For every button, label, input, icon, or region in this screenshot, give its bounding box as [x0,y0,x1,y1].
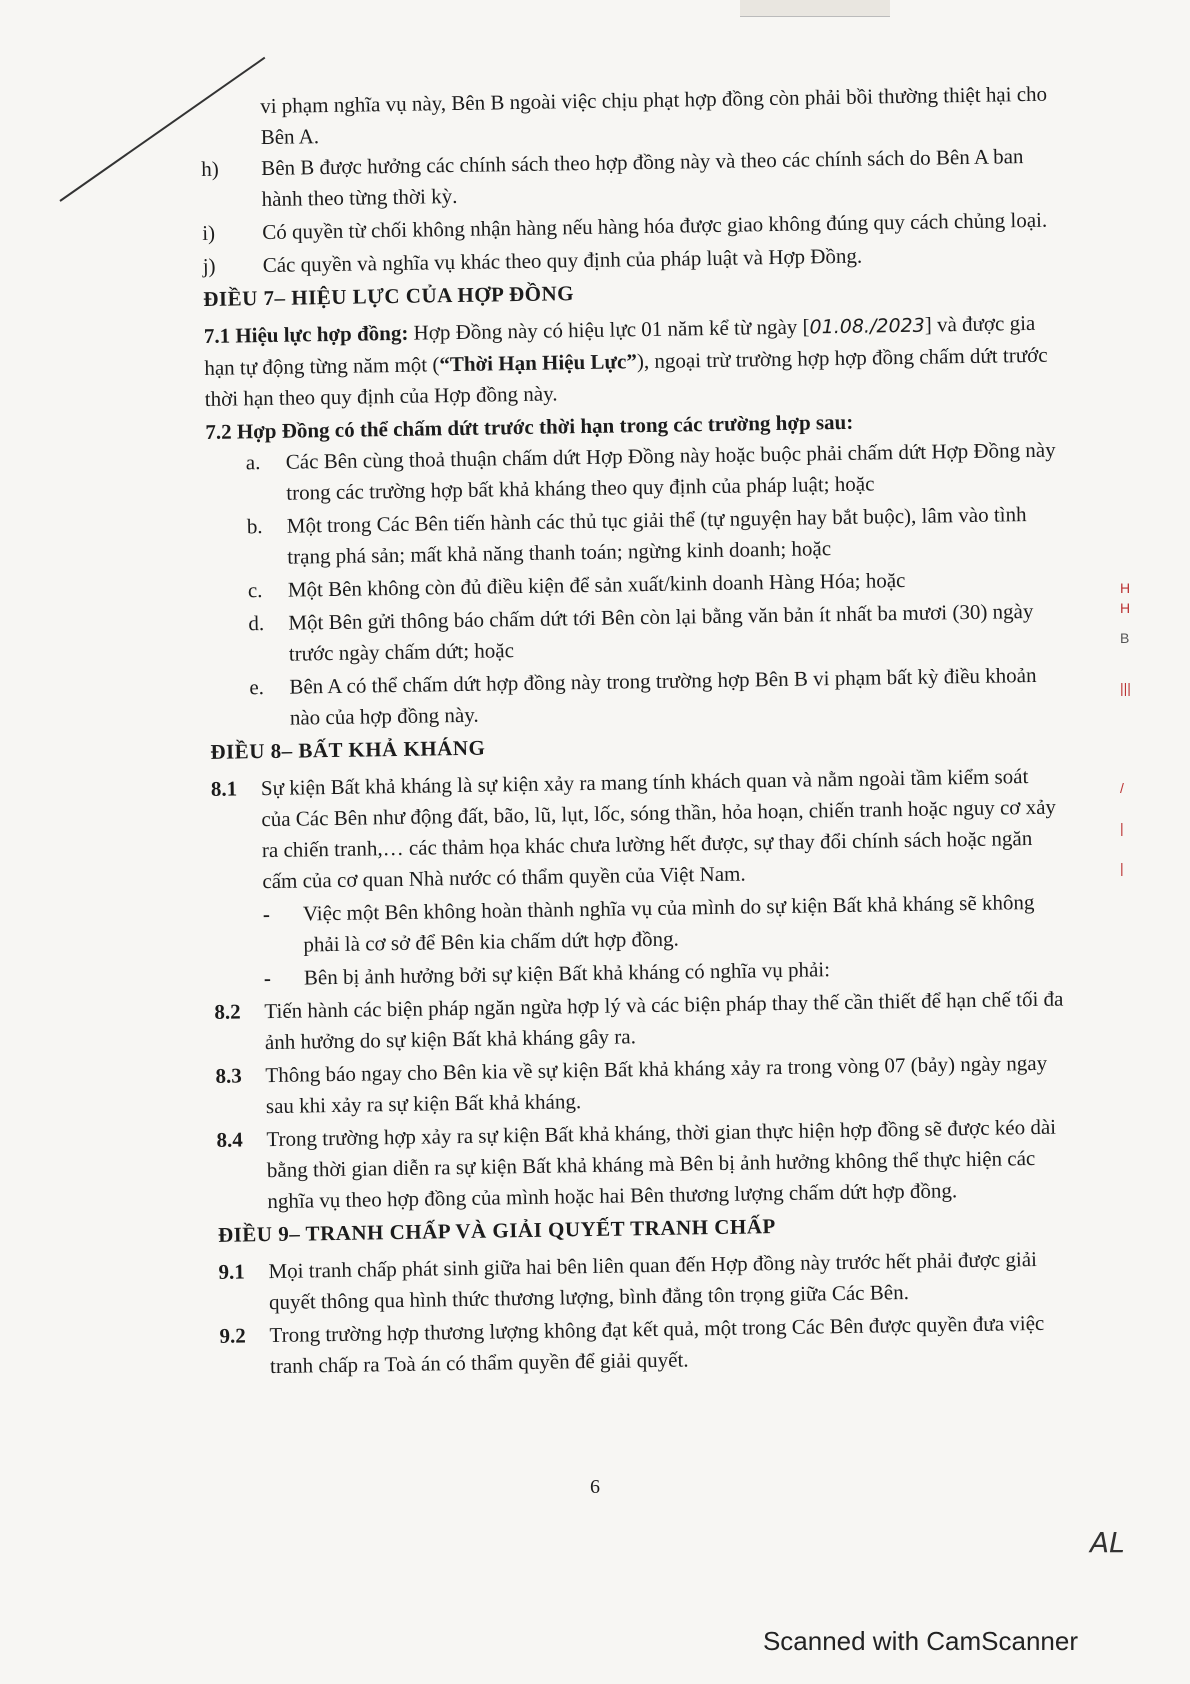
dash-marker: - [263,965,272,991]
defined-term: “Thời Hạn Hiệu Lực” [439,349,638,377]
camscanner-watermark: Scanned with CamScanner [762,1626,1078,1656]
dash-text: Việc một Bên không hoàn thành nghĩa vụ của mình do sự kiện Bất khả kháng sẽ không phải là cơ sở để Bên kia chấm dứt hợp đồng. [302,889,1035,957]
item-text: Một trong Các Bên tiến hành các thủ tục giải thể (tự nguyện hay bắt buộc), lâm vào tình trạng phá sản; mất khả năng thanh toán; ngừng kinh doanh; hoặc [286,502,1027,569]
section-text: Tiến hành các biện pháp ngăn ngừa hợp lý và các biện pháp thay thế cần thiết để hạn chế tối đa ảnh hưởng do sự kiện Bất khả kháng gây ra. [264,986,1064,1055]
item-text: Một Bên không còn đủ điều kiện để sản xuất/kinh doanh Hàng Hóa; hoặc [287,567,906,602]
list-item-a [206,435,1057,510]
item-text: Bên A có thể chấm dứt hợp đồng này trong trường hợp Bên B vi phạm bất kỳ điều khoản nào của hợp đồng này. [289,662,1037,730]
section-8-2 [214,984,1065,1059]
section-number: 8.1 [210,776,238,801]
section-number: 8.3 [215,1063,242,1088]
item-marker: c. [247,578,263,603]
list-item-h [201,141,1052,216]
section-7-2-label: 7.2 Hợp Đồng có thể chấm dứt trước thời hạn trong các trường hợp sau: [205,409,854,444]
item-marker: a. [245,450,261,475]
dash-item [213,887,1064,962]
section-9-2 [219,1307,1070,1382]
article-8-heading: ĐIỀU 8– BẤT KHẢ KHÁNG [210,735,486,764]
section-7-1-label: 7.1 Hiệu lực hợp đồng: [203,320,409,348]
list-item-b [207,499,1058,574]
item-marker: d. [248,611,265,636]
section-text: Sự kiện Bất khả kháng là sự kiện xảy ra mang tính khách quan và nằm ngoài tầm kiểm soát của Các Bên như động đất, bão, lũ, lụt, lốc, sóng thần, hỏa hoạn, chiến tranh hoặc nguy cơ xảy ra chiến tranh,… các thảm họa khác chưa lường hết được, sự thay đổi chính sách hoặc ngăn cấm của cơ quan Nhà nước có thẩm quyền của Việt Nam. [260,764,1057,894]
section-9-1 [218,1244,1069,1319]
item-text: Bên B được hưởng các chính sách theo hợp đồng này và theo các chính sách do Bên A ban hành theo từng thời kỳ. [261,144,1024,212]
item-text: Có quyền từ chối không nhận hàng nếu hàng hóa được giao không đúng quy cách chủng loại. [262,207,1048,245]
section-text: Trong trường hợp thương lượng không đạt kết quả, một trong Các Bên được quyền đưa việc tranh chấp ra Toà án có thẩm quyền để giải quyết. [269,1310,1045,1379]
list-item-e [209,660,1060,735]
section-number: 8.2 [214,999,241,1024]
item-text: Các Bên cùng thoả thuận chấm dứt Hợp Đồng này hoặc buộc phải chấm dứt Hợp Đồng này trong các trường hợp bất khả kháng theo quy định của pháp luật; hoặc [285,437,1056,505]
section-text: Thông báo ngay cho Bên kia về sự kiện Bất khả kháng xảy ra trong vòng 07 (bảy) ngày ngay sau khi xảy ra sự kiện Bất khả kháng. [265,1050,1048,1119]
item-marker: b. [246,514,263,539]
section-7-1 [204,308,1055,415]
section-7-1-text-b: ] và được gia hạn tự động từng năm một ( [204,310,1036,380]
list-item-d [208,596,1059,671]
section-text: Trong trường hợp xảy ra sự kiện Bất khả kháng, thời gian thực hiện hợp đồng sẽ được kéo dài bằng thời gian diễn ra sự kiện Bất khả kháng mà Bên bị ảnh hưởng không thể thực hiện các nghĩa vụ theo hợp đồng của mình hoặc hai Bên thương lượng chấm dứt hợp đồng. [266,1114,1057,1214]
section-number: 9.2 [219,1323,246,1348]
section-7-1-text-c: ), ngoại trừ trường hợp hợp đồng chấm dứt trước thời hạn theo quy định của Hợp đồng này. [204,342,1048,411]
item-marker: e. [249,675,265,700]
section-8-4 [216,1112,1067,1218]
page-number: 6 [590,1476,600,1498]
handwritten-initials: AL [1090,1526,1125,1559]
section-number: 9.1 [218,1259,245,1284]
section-number: 8.4 [216,1127,243,1152]
item-text: Một Bên gửi thông báo chấm dứt tới Bên còn lại bằng văn bản ít nhất ba mươi (30) ngày trước ngày chấm dứt; hoặc [288,598,1034,666]
item-marker: j) [202,253,216,278]
continuation-paragraph: vi phạm nghĩa vụ này, Bên B ngoài việc chịu phạt hợp đồng còn phải bồi thường thiệt hại cho Bên A. [260,81,1048,150]
section-text: Mọi tranh chấp phát sinh giữa hai bên liên quan đến Hợp đồng này trước hết phải được giải quyết thông qua hình thức thương lượng, bình đẳng tôn trọng giữa Các Bên. [268,1247,1038,1315]
dash-text: Bên bị ảnh hưởng bởi sự kiện Bất khả kháng có nghĩa vụ phải: [303,957,831,990]
section-7-1-text-a: Hợp Đồng này có hiệu lực 01 năm kể từ ngày [ [413,314,810,345]
section-8-1 [211,761,1063,898]
item-marker: h) [201,156,219,181]
handwritten-date: 01.08./2023 [809,314,925,339]
contract-text [200,79,1070,1385]
item-marker: i) [202,220,216,245]
scan-edge-strip [740,0,890,17]
dash-marker: - [262,902,271,927]
page-edge-stamp-marks: H H B ||| / | | [1120,580,1131,876]
section-8-3 [215,1048,1066,1123]
article-7-heading: ĐIỀU 7– HIỆU LỰC CỦA HỢP ĐỒNG [203,281,575,311]
item-text: Các quyền và nghĩa vụ khác theo quy định của pháp luật và Hợp Đồng. [262,243,863,278]
article-9-heading: ĐIỀU 9– TRANH CHẤP VÀ GIẢI QUYẾT TRANH CHẤP [217,1214,776,1247]
